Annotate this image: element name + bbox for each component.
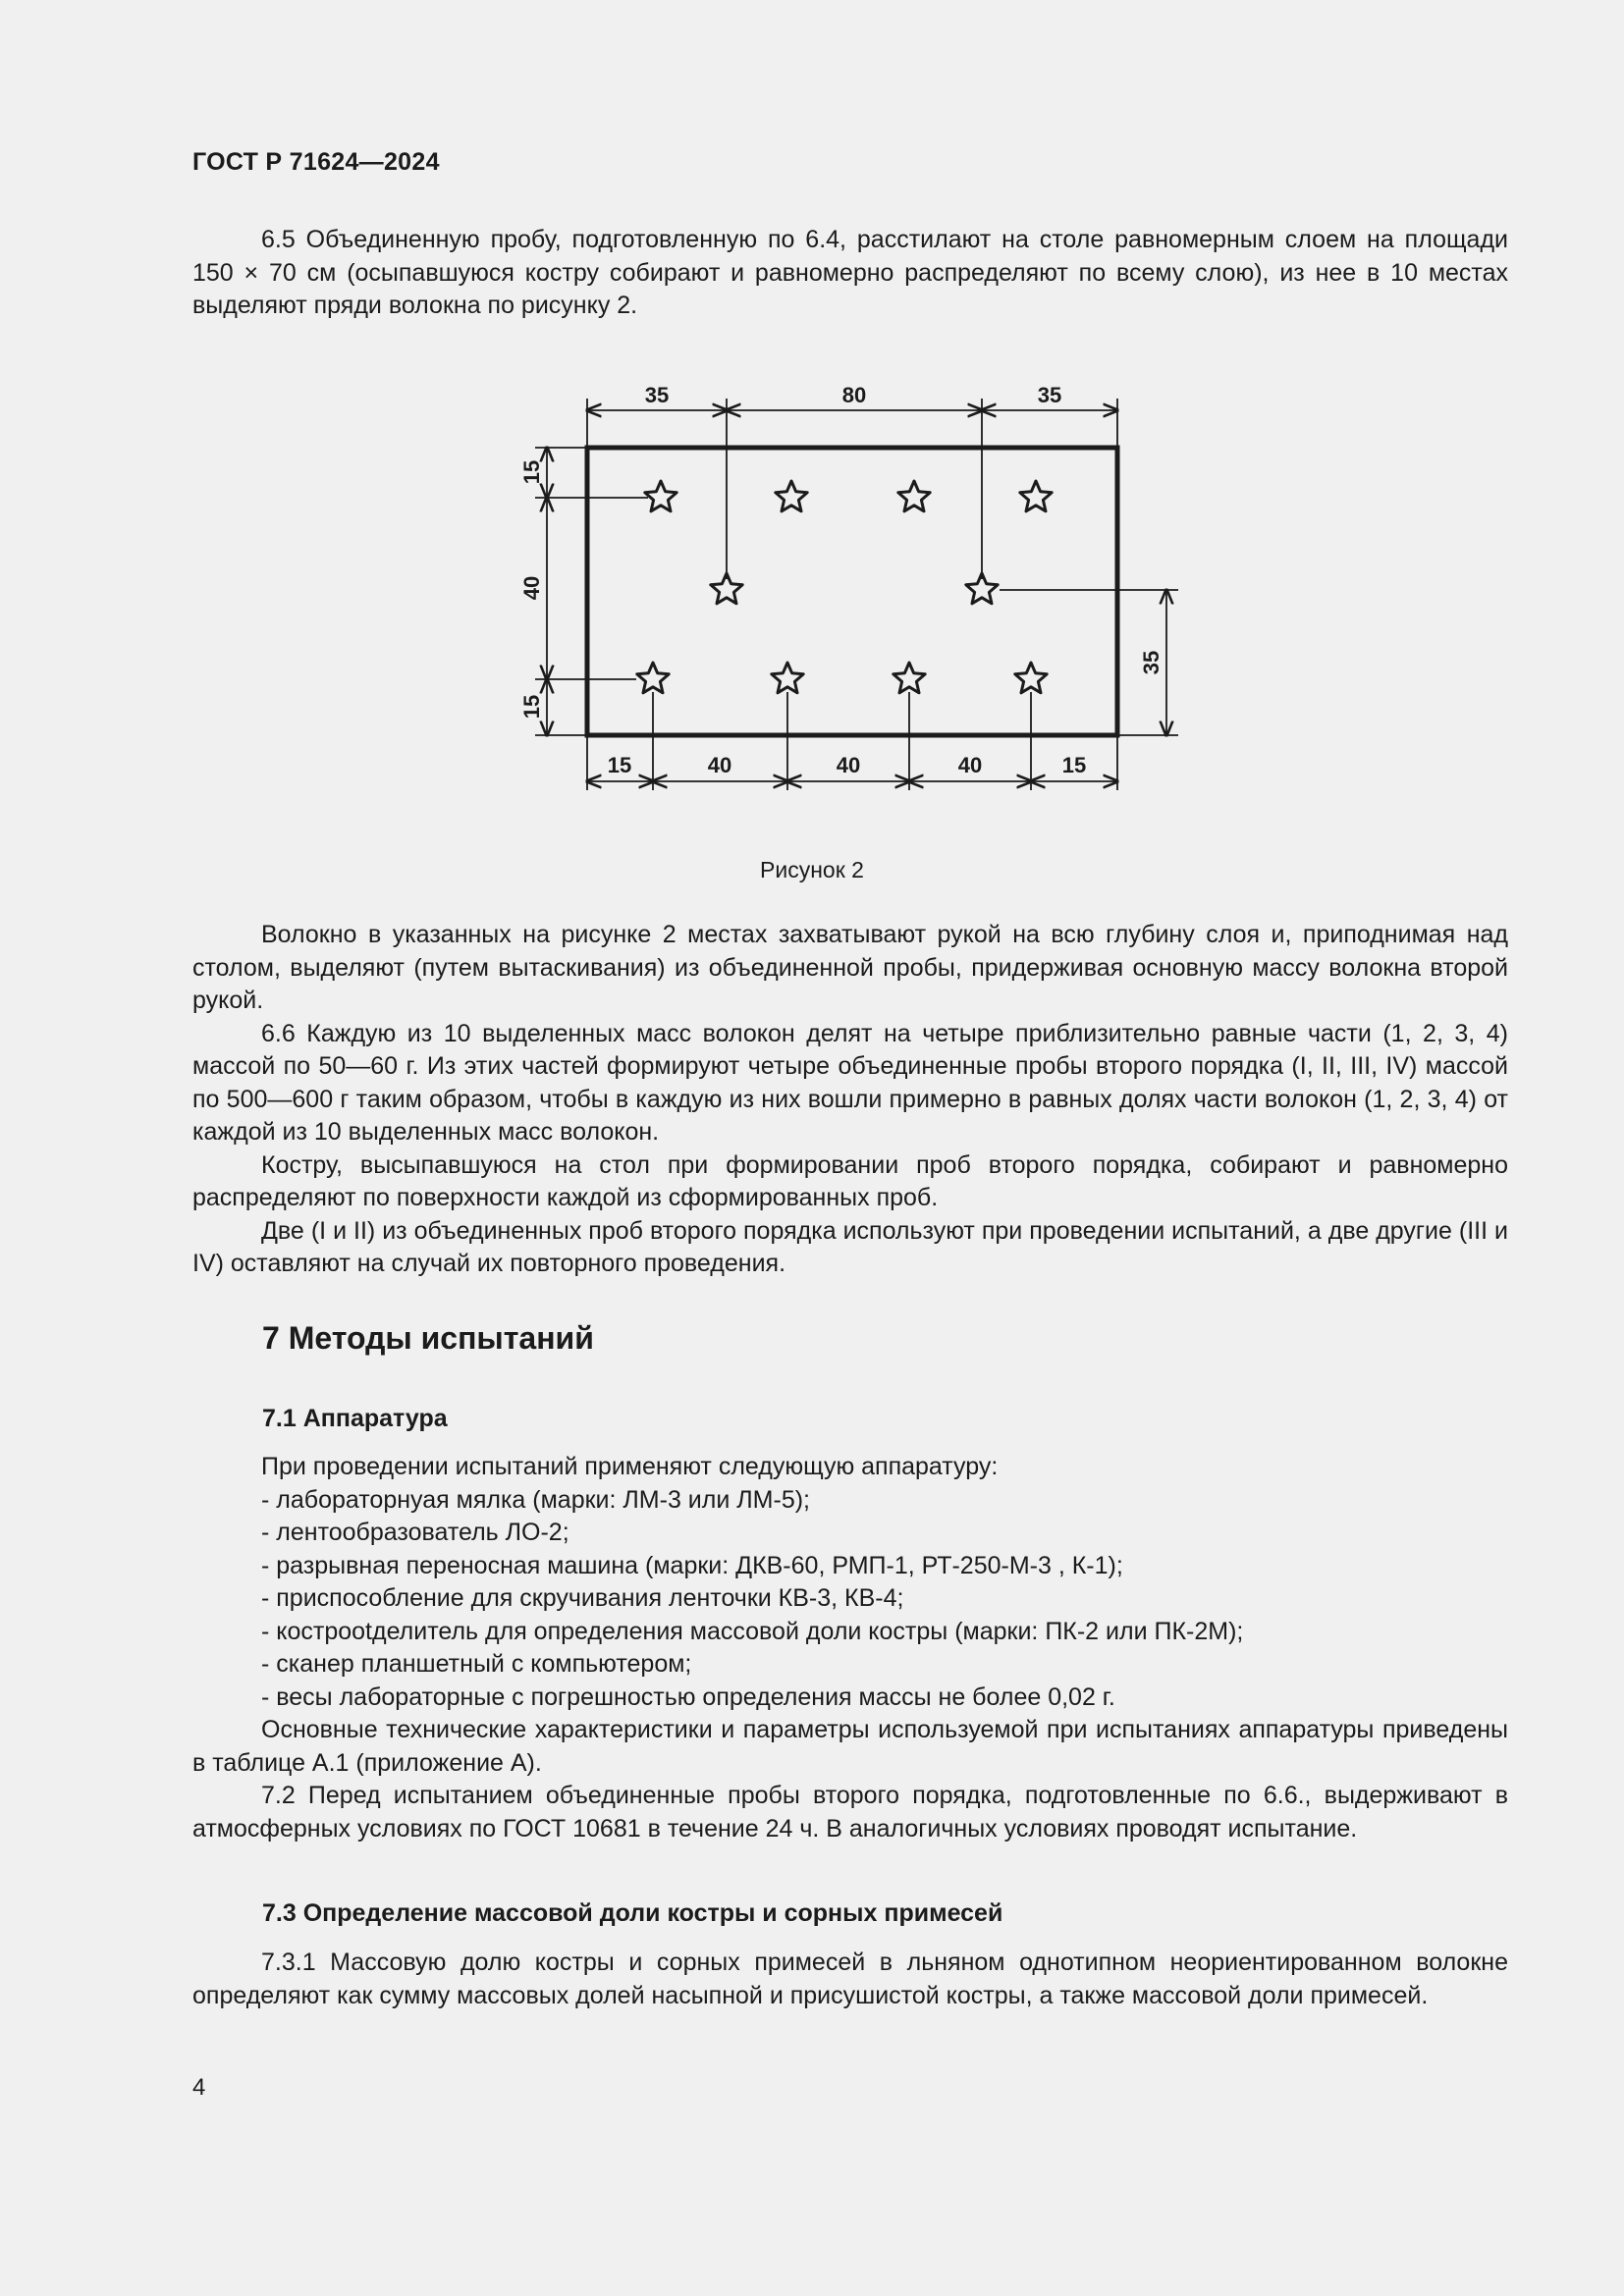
paragraph-text: Две (I и II) из объединенных проб второго порядка используют при проведении испытаний, а две другие (III и IV) оставляют на случай их повторного проведения. (192, 1216, 1508, 1277)
sampling-points (637, 481, 1052, 693)
dim-top-1: 35 (644, 383, 670, 407)
dim-bottom-2: 40 (707, 753, 732, 777)
dim-left-1: 15 (519, 459, 544, 485)
section-7-3-body (192, 1947, 1508, 2012)
dim-bottom-5: 15 (1061, 753, 1087, 777)
paragraph-6-6: 6.6 Каждую из 10 выделенных масс волокон делят на четыре приблизительно равные части (1, 2, 3, 4) массой по 50—60 г. Из этих частей формируют четыре объединенные пробы второго порядка (I, II, III, IV) массой по 500—600 г таким образом, чтобы в каждую из них вошли примерно в равных долях части волокон (1, 2, 3, 4) от каждой из 10 выделенных масс волокон. (192, 1019, 1508, 1146)
star-icon (1015, 663, 1047, 693)
list-item: - лентообразователь ЛО-2; (261, 1519, 569, 1546)
star-icon (776, 481, 807, 511)
list-item: - разрывная переносная машина (марки: ДКВ-60, РМП-1, РТ-250-М-3 , К-1); (261, 1551, 1123, 1579)
paragraph-7-2: 7.2 Перед испытанием объединенные пробы второго порядка, подготовленные по 6.6., выдерживают в атмосферных условиях по ГОСТ 10681 в течение 24 ч. В аналогичных условиях проводят испытание. (192, 1782, 1508, 1842)
list-item: - приспособление для скручивания ленточки КВ-3, КВ-4; (261, 1584, 904, 1612)
paragraph-text: 6.5 Объединенную пробу, подготовленную по 6.4, расстилают на столе равномерным слоем на площади 150 × 70 см (осыпавшуюся костру собирают и равномерно распределяют по всему слою), из нее в 10 местах выделяют пряди волокна по рисунку 2. (192, 226, 1508, 319)
list-item: - кострootделитель для определения массовой доли костры (марки: ПК-2 или ПК-2М); (261, 1617, 1244, 1645)
figure-caption: Рисунок 2 (760, 857, 864, 882)
star-icon (898, 481, 930, 511)
dim-bottom-4: 40 (957, 753, 983, 777)
dim-top-2: 80 (841, 383, 867, 407)
subsection-heading-7-1: 7.1 Аппаратура (262, 1405, 448, 1432)
dim-left-2: 40 (519, 575, 544, 601)
page-number: 4 (192, 2074, 206, 2101)
list-item: - сканер планшетный с компьютером; (261, 1650, 692, 1678)
star-icon (645, 481, 677, 511)
section-6-paragraphs (192, 919, 1508, 1281)
paragraph-text: Костру, высыпавшуюся на стол при формировании проб второго порядка, собирают и равномерно распределяют по поверхности каждой из сформированных проб. (192, 1150, 1508, 1211)
section-heading-7: 7 Методы испытаний (262, 1320, 594, 1356)
dim-left-3: 15 (519, 694, 544, 720)
dim-right: 35 (1139, 650, 1164, 675)
dim-bottom-3: 40 (836, 753, 861, 777)
document-header: ГОСТ Р 71624—2024 (192, 148, 440, 176)
paragraph-text: При проведении испытаний применяют следующую аппаратуру: (261, 1453, 999, 1480)
list-item: - весы лабораторные с погрешностью определения массы не более 0,02 г. (261, 1682, 1115, 1711)
paragraph-text: Волокно в указанных на рисунке 2 местах захватывают рукой на всю глубину слоя и, приподнимая над столом, выделяют (путем вытаскивания) из объединенной пробы, придерживая основную массу волокна второй рукой. (192, 921, 1508, 1014)
star-icon (893, 663, 925, 693)
subsection-heading-7-3: 7.3 Определение массовой доли костры и сорных примесей (262, 1899, 1003, 1927)
dim-top-3: 35 (1037, 383, 1062, 407)
paragraph-7-3-1: 7.3.1 Массовую долю костры и сорных примесей в льняном однотипном неориентированном волокне определяют как сумму массовых долей насыпной и присушистой костры, а также массовой доли примесей. (192, 1949, 1508, 2009)
paragraph-text: Основные технические характеристики и параметры используемой при испытаниях аппаратуры приведены в таблице А.1 (приложение А). (192, 1716, 1508, 1777)
section-7-1-body (192, 1451, 1508, 1845)
figure-2-diagram (0, 0, 1624, 844)
star-icon (772, 663, 803, 693)
dim-bottom-1: 15 (607, 753, 632, 777)
star-icon (1020, 481, 1052, 511)
list-item: - лабораторнуая мялка (марки: ЛМ-3 или ЛМ-5); (261, 1485, 810, 1514)
star-icon (637, 663, 669, 693)
